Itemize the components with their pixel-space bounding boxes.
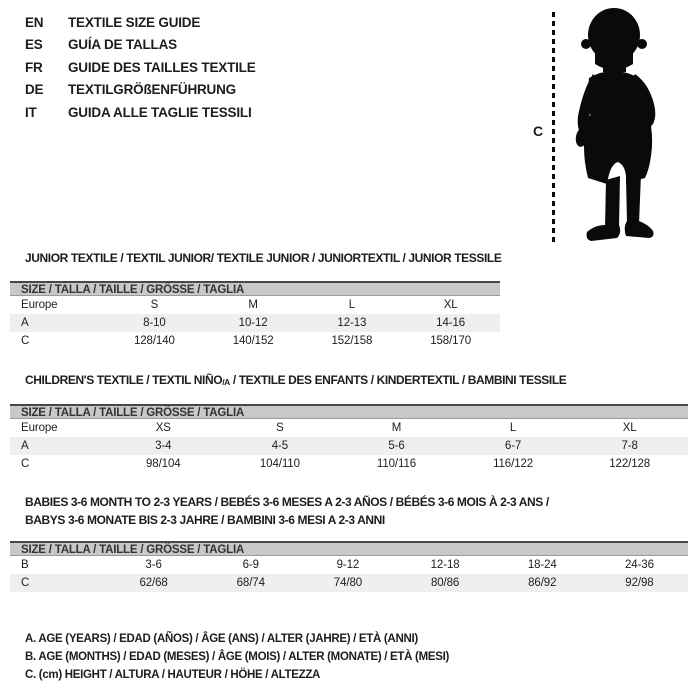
language-code: DE	[25, 82, 44, 98]
size-columns-row	[10, 296, 500, 314]
height-value: 104/110	[259, 458, 300, 470]
title-babies-line1: BABIES 3-6 MONTH TO 2-3 YEARS / BEBÉS 3-6 MESES A 2-3 AÑOS / BÉBÉS 3-6 MOIS À 2-3 ANS /	[25, 495, 549, 509]
height-value: 74/80	[333, 577, 363, 589]
age-value: 24-36	[624, 559, 654, 571]
title-children-pre: CHILDREN'S TEXTILE / TEXTIL NIÑO	[25, 373, 223, 387]
row-label: C	[21, 458, 30, 470]
age-value: 14-16	[436, 317, 466, 329]
size-col: L	[348, 299, 356, 311]
age-value: 12-13	[337, 317, 367, 329]
row-label: C	[21, 335, 30, 347]
age-value: 12-18	[430, 559, 460, 571]
measure-legend	[25, 630, 449, 684]
height-value: 98/104	[146, 458, 181, 470]
guide-title-it: GUIDA ALLE TAGLIE TESSILI	[68, 104, 252, 120]
legend-height-cm: C. (cm) HEIGHT / ALTURA / HAUTEUR / HÖHE / ALTEZZA	[25, 669, 321, 681]
title-children-sub: /A	[222, 377, 230, 387]
language-row-en	[25, 11, 256, 34]
size-col: S	[150, 299, 159, 311]
height-value: 86/92	[528, 577, 557, 589]
age-value: 8-10	[143, 317, 166, 329]
height-value: 110/116	[376, 458, 417, 470]
size-col: XL	[622, 422, 637, 434]
size-col: M	[248, 299, 258, 311]
size-col: XL	[443, 299, 458, 311]
language-code: ES	[25, 37, 43, 53]
age-value: 18-24	[527, 559, 557, 571]
language-row-it	[25, 101, 256, 124]
row-label: C	[21, 577, 30, 589]
height-cm-row	[10, 455, 688, 473]
size-col: M	[391, 422, 402, 434]
language-code: EN	[25, 14, 44, 30]
height-value: 140/152	[232, 335, 274, 347]
legend-age-months: B. AGE (MONTHS) / EDAD (MESES) / ÂGE (MOIS) / ALTER (MONATE) / ETÀ (MESI)	[25, 651, 450, 663]
age-value: 4-5	[271, 440, 289, 452]
height-value: 92/98	[625, 577, 654, 589]
age-months-row	[10, 556, 688, 574]
height-value: 80/86	[430, 577, 460, 589]
row-label: A	[21, 317, 29, 329]
height-value: 158/170	[430, 335, 472, 347]
age-value: 6-9	[242, 559, 259, 571]
legend-age-years: A. AGE (YEARS) / EDAD (AÑOS) / ÂGE (ANS) / ALTER (JAHRE) / ETÀ (ANNI)	[25, 633, 418, 645]
age-years-row	[10, 437, 688, 455]
size-header-band: SIZE / TALLA / TAILLE / GRÖSSE / TAGLIA	[10, 404, 688, 419]
guide-title-fr: GUIDE DES TAILLES TEXTILE	[68, 59, 256, 75]
age-value: 7-8	[621, 440, 638, 452]
height-measure-label: C	[533, 123, 544, 139]
age-value: 3-6	[145, 559, 162, 571]
age-value: 6-7	[504, 440, 522, 452]
language-code: FR	[25, 59, 43, 75]
height-value: 128/140	[133, 335, 175, 347]
height-value: 152/158	[331, 335, 373, 347]
age-value: 5-6	[388, 440, 405, 452]
size-columns-row	[10, 419, 688, 437]
height-value: 62/68	[139, 577, 168, 589]
title-children-post: / TEXTILE DES ENFANTS / KINDERTEXTIL / BAMBINI TESSILE	[229, 373, 567, 387]
row-label: B	[21, 559, 29, 571]
size-header-band: SIZE / TALLA / TAILLE / GRÖSSE / TAGLIA	[10, 281, 500, 296]
size-col: S	[276, 422, 284, 434]
section-title-babies	[25, 494, 625, 529]
height-value: 116/122	[493, 458, 534, 470]
title-babies-line2: BABYS 3-6 MONATE BIS 2-3 JAHRE / BAMBINI 3-6 MESI A 2-3 ANNI	[25, 512, 385, 527]
age-value: 3-4	[155, 440, 172, 452]
guide-title-en: TEXTILE SIZE GUIDE	[68, 14, 201, 30]
size-col: L	[509, 422, 517, 434]
children-size-table	[10, 404, 688, 473]
height-cm-row	[10, 574, 688, 592]
height-value: 122/128	[609, 458, 651, 470]
guide-title-es: GUÍA DE TALLAS	[68, 37, 177, 53]
babies-size-table	[10, 541, 688, 592]
height-cm-row	[10, 332, 500, 350]
language-row-de	[25, 79, 256, 102]
age-value: 10-12	[238, 317, 268, 329]
age-years-row	[10, 314, 500, 332]
height-dashed-line	[552, 12, 555, 246]
language-code: IT	[25, 104, 37, 120]
height-value: 68/74	[236, 577, 265, 589]
language-row-fr	[25, 56, 256, 79]
size-header-band: SIZE / TALLA / TAILLE / GRÖSSE / TAGLIA	[10, 541, 688, 556]
region-label: Europe	[21, 299, 58, 311]
section-title-junior: JUNIOR TEXTILE / TEXTIL JUNIOR/ TEXTILE JUNIOR / JUNIORTEXTIL / JUNIOR TESSILE	[25, 251, 502, 265]
language-row-es	[25, 34, 256, 57]
junior-size-table	[10, 281, 500, 350]
age-value: 9-12	[336, 559, 360, 571]
guide-title-de: TEXTILGRÖßENFÜHRUNG	[68, 82, 236, 98]
toddler-silhouette-icon	[565, 8, 665, 246]
language-title-list	[25, 11, 256, 124]
height-measure-figure	[528, 8, 688, 250]
region-label: Europe	[21, 422, 58, 434]
size-col: XS	[155, 422, 171, 434]
row-label: A	[21, 440, 29, 452]
section-title-children	[25, 372, 566, 392]
